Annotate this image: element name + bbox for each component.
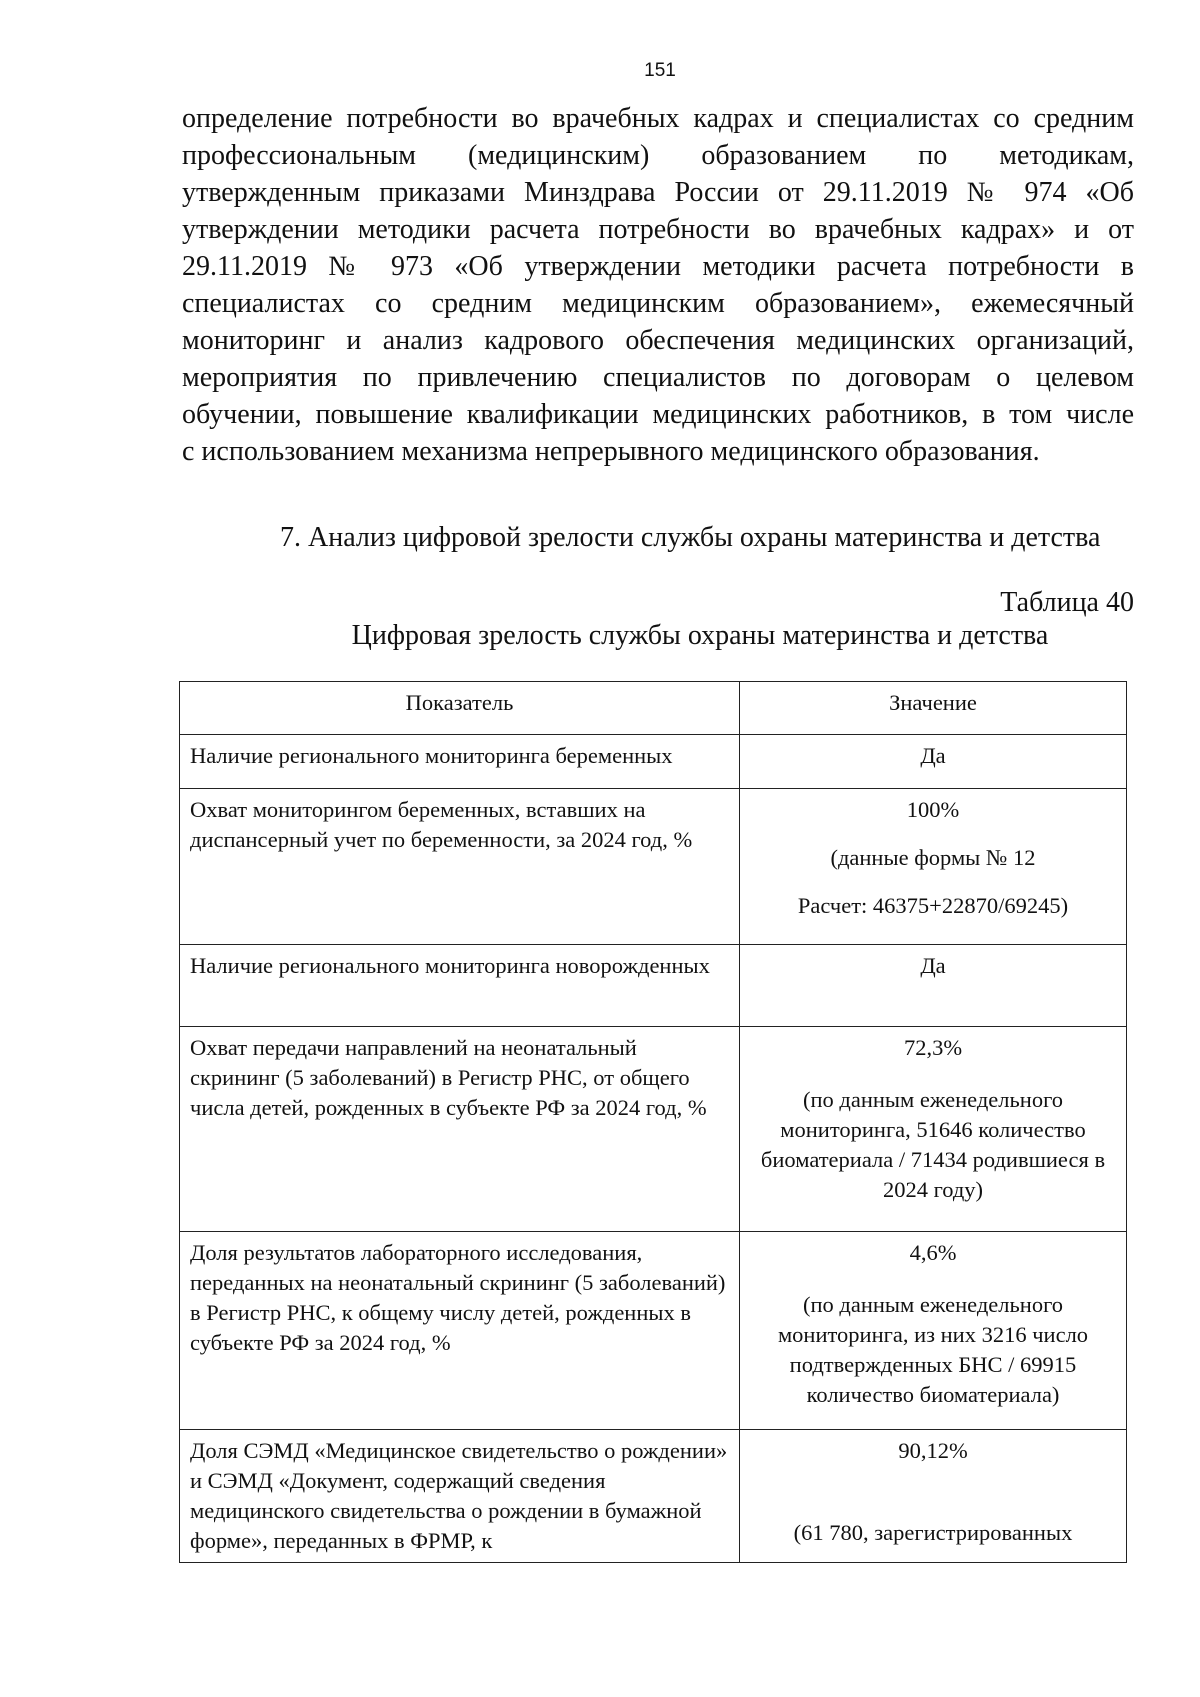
table-row xyxy=(180,1027,1127,1232)
table-title: Цифровая зрелость службы охраны материнства и детства xyxy=(351,620,1049,651)
value-text: 100% xyxy=(906,797,960,822)
value-text: 4,6% xyxy=(909,1240,957,1265)
intro-line: утверждении методики расчета потребности во врачебных кадрах» и от xyxy=(182,214,1134,245)
value-text: Да xyxy=(920,743,946,768)
intro-line: определение потребности во врачебных кадрах и специалистах со средним xyxy=(182,103,1134,134)
intro-line: 29.11.2019 № 973 «Об утверждении методики расчета потребности в xyxy=(182,251,1134,282)
header-indicator: Показатель xyxy=(180,682,740,735)
value-cell xyxy=(740,735,1127,789)
indicator-cell: Доля СЭМД «Медицинское свидетельство о рождении» и СЭМД «Документ, содержащий сведения медицинского свидетельства о рождении в бумажной форме», переданных в ФРМР, к xyxy=(180,1430,740,1563)
value-cell xyxy=(740,945,1127,1027)
intro-paragraph xyxy=(182,100,1134,470)
intro-line: утвержденным приказами Минздрава России от 29.11.2019 № 974 «Об xyxy=(182,177,1134,208)
value-cell xyxy=(740,1027,1127,1232)
table-row xyxy=(180,1232,1127,1430)
value-note: Расчет: 46375+22870/69245) xyxy=(797,893,1069,918)
indicator-cell: Наличие регионального мониторинга новорожденных xyxy=(180,945,740,1027)
intro-line: с использованием механизма непрерывного медицинского образования. xyxy=(182,436,1040,467)
value-note: (данные формы № 12 xyxy=(830,845,1036,870)
value-text: Да xyxy=(920,953,946,978)
page-number: 151 xyxy=(644,60,676,81)
indicator-cell: Охват мониторингом беременных, вставших на диспансерный учет по беременности, за 2024 год, % xyxy=(180,789,740,945)
header-value: Значение xyxy=(740,682,1127,735)
value-text: 72,3% xyxy=(903,1035,963,1060)
intro-line: профессиональным (медицинским) образованием по методикам, xyxy=(182,140,1134,171)
table-header-row xyxy=(180,682,1127,735)
maturity-table xyxy=(179,681,1127,1563)
table-row xyxy=(180,789,1127,945)
intro-line: обучении, повышение квалификации медицинских работников, в том числе xyxy=(182,399,1134,430)
intro-line: мероприятия по привлечению специалистов по договорам о целевом xyxy=(182,362,1134,393)
indicator-cell: Наличие регионального мониторинга беременных xyxy=(180,735,740,789)
indicator-cell: Доля результатов лабораторного исследования, переданных на неонатальный скрининг (5 заболеваний) в Регистр РНС, к общему числу детей, рожденных в субъекте РФ за 2024 год, % xyxy=(180,1232,740,1430)
value-note: (61 780, зарегистрированных xyxy=(793,1520,1073,1545)
section-heading: 7. Анализ цифровой зрелости службы охраны материнства и детства xyxy=(280,522,1101,553)
intro-line: мониторинг и анализ кадрового обеспечения медицинских организаций, xyxy=(182,325,1134,356)
table-row xyxy=(180,945,1127,1027)
table-row xyxy=(180,735,1127,789)
value-note: (по данным еженедельного мониторинга, из них 3216 число подтвержденных БНС / 69915 количество биоматериала) xyxy=(777,1292,1089,1407)
intro-line: специалистах со средним медицинским образованием», ежемесячный xyxy=(182,288,1134,319)
table-row xyxy=(180,1430,1127,1563)
table-number: Таблица 40 xyxy=(1000,587,1134,618)
value-note: (по данным еженедельного мониторинга, 51646 количество биоматериала / 71434 родившиеся в 2024 году) xyxy=(760,1087,1106,1202)
value-cell xyxy=(740,1232,1127,1430)
value-text: 90,12% xyxy=(898,1438,968,1463)
indicator-cell: Охват передачи направлений на неонатальный скрининг (5 заболеваний) в Регистр РНС, от общего числа детей, рожденных в субъекте РФ за 2024 год, % xyxy=(180,1027,740,1232)
value-cell xyxy=(740,1430,1127,1563)
value-cell xyxy=(740,789,1127,945)
